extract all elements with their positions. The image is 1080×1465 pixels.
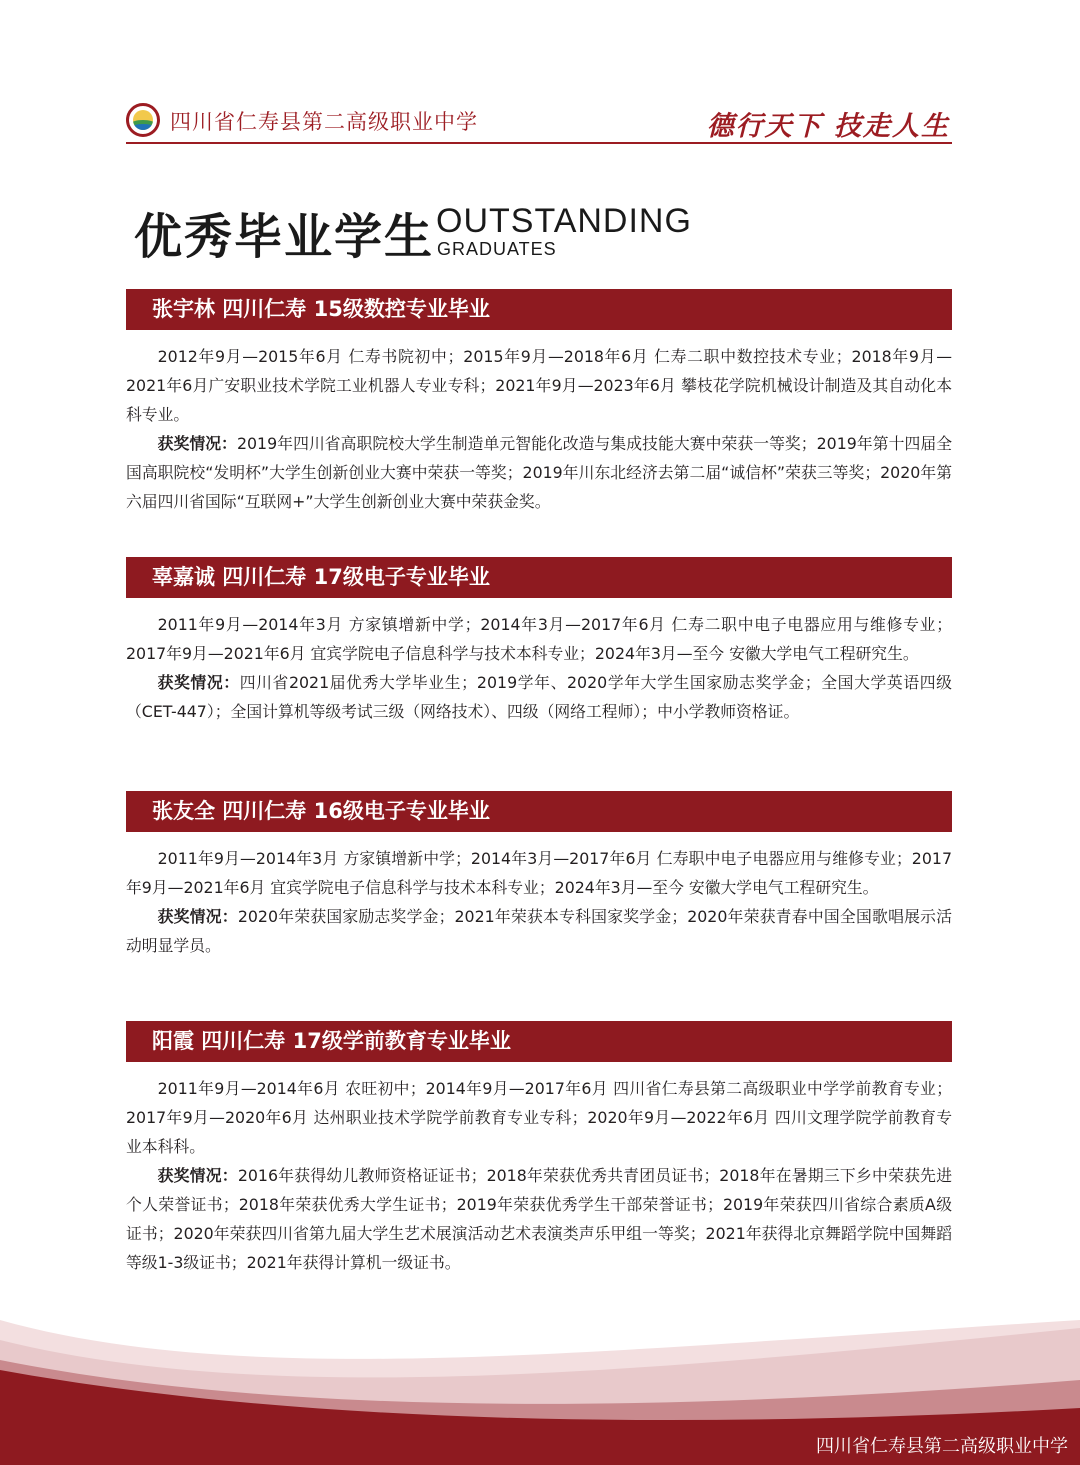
awards-label: 获奖情况： [157, 1166, 238, 1185]
awards-paragraph [126, 902, 952, 960]
awards-label: 获奖情况： [157, 673, 240, 692]
graduate-heading: 阳霞 四川仁寿 17级学前教育专业毕业 [126, 1021, 952, 1062]
graduate-section [126, 1021, 952, 1277]
footer-school-name: 四川省仁寿县第二高级职业中学 [816, 1436, 1068, 1457]
school-logo-icon [126, 103, 160, 137]
page-title: 优秀毕业学生 [134, 209, 435, 265]
graduate-section [126, 791, 952, 960]
awards-paragraph [126, 1161, 952, 1277]
header-divider [126, 142, 952, 144]
awards-paragraph [126, 429, 952, 516]
awards-label: 获奖情况： [157, 907, 238, 926]
page-title-en-line1: OUTSTANDING [436, 202, 692, 240]
graduate-section [126, 557, 952, 726]
awards-label: 获奖情况： [157, 434, 237, 453]
awards-paragraph [126, 668, 952, 726]
education-text: 2012年9月—2015年6月 仁寿书院初中；2015年9月—2018年6月 仁寿二职中数控技术专业；2018年9月—2021年6月广安职业技术学院工业机器人专业专科；2021年9月—2023年6月 攀枝花学院机械设计制造及其自动化本科专业。 [126, 347, 952, 424]
graduate-heading: 张友全 四川仁寿 16级电子专业毕业 [126, 791, 952, 832]
awards-text: 2020年荣获国家励志奖学金；2021年荣获本专科国家奖学金；2020年荣获青春中国全国歌唱展示活动明显学员。 [126, 907, 952, 955]
school-name: 四川省仁寿县第二高级职业中学 [170, 110, 478, 134]
awards-text: 四川省2021届优秀大学毕业生；2019学年、2020学年大学生国家励志奖学金；全国大学英语四级（CET-447）；全国计算机等级考试三级（网络技术）、四级（网络工程师）；中小学教师资格证。 [126, 673, 952, 721]
slogan: 德行天下 技走人生 [706, 111, 950, 142]
page-header [126, 98, 952, 144]
education-text: 2011年9月—2014年3月 方家镇增新中学；2014年3月—2017年6月 仁寿职中电子电器应用与维修专业；2017年9月—2021年6月 宜宾学院电子信息科学与技术本科专业；2024年3月—至今 安徽大学电气工程研究生。 [126, 849, 952, 897]
education-text: 2011年9月—2014年3月 方家镇增新中学；2014年3月—2017年6月 仁寿二职中电子电器应用与维修专业；2017年9月—2021年6月 宜宾学院电子信息科学与技术本科专业；2024年3月—至今 安徽大学电气工程研究生。 [126, 615, 952, 663]
awards-text: 2016年获得幼儿教师资格证证书；2018年荣获优秀共青团员证书；2018年在暑期三下乡中荣获先进个人荣誉证书；2018年荣获优秀大学生证书；2019年荣获优秀学生干部荣誉证书；2019年荣获四川省综合素质A级证书；2020年荣获四川省第九届大学生艺术展演活动艺术表演类声乐甲组一等奖；2021年获得北京舞蹈学院中国舞蹈等级1-3级证书；2021年获得计算机一级证书。 [126, 1166, 952, 1272]
graduate-heading: 张宇林 四川仁寿 15级数控专业毕业 [126, 289, 952, 330]
graduate-heading: 辜嘉诚 四川仁寿 17级电子专业毕业 [126, 557, 952, 598]
awards-text: 2019年四川省高职院校大学生制造单元智能化改造与集成技能大赛中荣获一等奖；2019年第十四届全国高职院校“发明杯”大学生创新创业大赛中荣获一等奖；2019年川东北经济去第二届“诚信杯”荣获三等奖；2020年第六届四川省国际“互联网+”大学生创新创业大赛中荣获金奖。 [126, 434, 952, 511]
page-title-en-line2: GRADUATES [437, 239, 557, 259]
graduate-section [126, 289, 952, 516]
education-text: 2011年9月—2014年6月 农旺初中；2014年9月—2017年6月 四川省仁寿县第二高级职业中学学前教育专业；2017年9月—2020年6月 达州职业技术学院学前教育专业专科；2020年9月—2022年6月 四川文理学院学前教育专业本科科。 [126, 1079, 952, 1156]
